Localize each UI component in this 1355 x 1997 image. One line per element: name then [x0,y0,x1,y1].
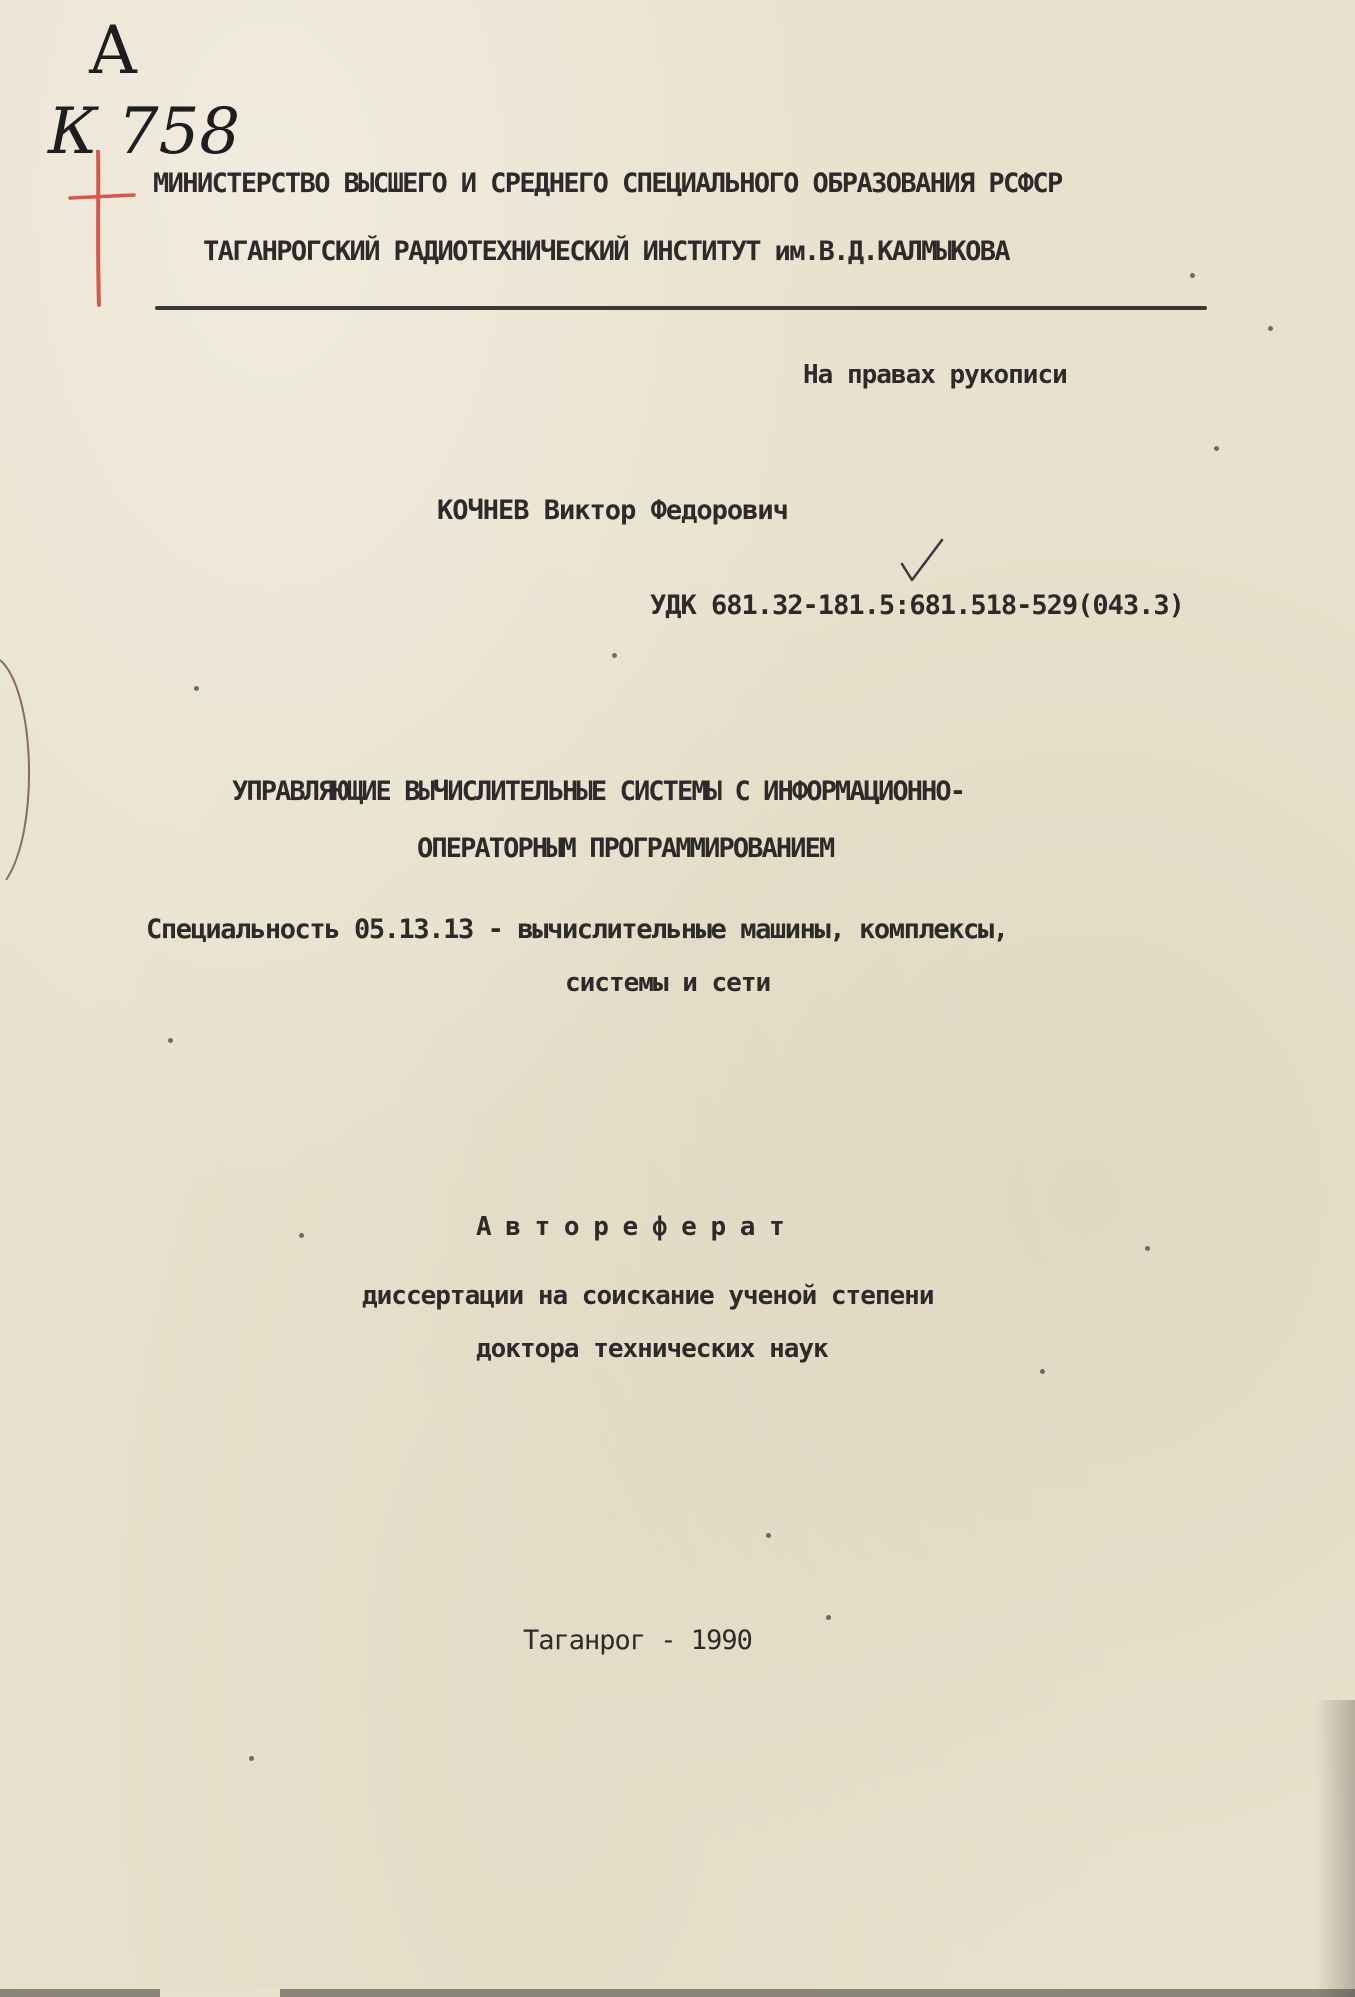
ministry-header: МИНИСТЕРСТВО ВЫСШЕГО И СРЕДНЕГО СПЕЦИАЛЬНОГО ОБРАЗОВАНИЯ РСФСР [153,168,1062,199]
dust-speck [612,653,617,658]
udc-code: УДК 681.32-181.5:681.518-529(043.3) [650,590,1184,621]
dust-speck [1190,273,1195,278]
dust-speck [194,686,199,691]
dust-speck [299,1233,304,1238]
bottom-edge-gap [160,1989,280,1997]
handwritten-shelf-code: К 758 [48,95,241,169]
dust-speck [1214,446,1219,451]
dust-speck [826,1615,831,1620]
dust-speck [168,1038,173,1043]
author-name: КОЧНЕВ Виктор Федорович [437,495,788,526]
title-line-1: УПРАВЛЯЮЩИЕ ВЫЧИСЛИТЕЛЬНЫЕ СИСТЕМЫ С ИНФОРМАЦИОННО- [232,776,965,807]
header-rule [155,306,1207,310]
dust-speck [766,1533,771,1538]
binding-arc [0,650,40,890]
check-mark [898,536,948,586]
manuscript-note: На правах рукописи [803,360,1067,390]
red-cross-mark [68,150,138,310]
handwritten-letter: А [88,12,138,89]
abstract-heading: А в т о р е ф е р а т [476,1212,784,1242]
abstract-line-2: доктора технических наук [476,1334,828,1364]
institute-header: ТАГАНРОГСКИЙ РАДИОТЕХНИЧЕСКИЙ ИНСТИТУТ им.В.Д.КАЛМЫКОВА [203,236,1010,267]
specialty-line-1: Специальность 05.13.13 - вычислительные машины, комплексы, [146,914,1008,945]
dust-speck [249,1756,254,1761]
page-edge-shadow [1315,1700,1355,1997]
dust-speck [1145,1246,1150,1251]
abstract-line-1: диссертации на соискание ученой степени [362,1281,934,1311]
title-line-2: ОПЕРАТОРНЫМ ПРОГРАММИРОВАНИЕМ [417,833,834,864]
dust-speck [1268,326,1273,331]
specialty-line-2: системы и сети [565,968,771,998]
place-year: Таганрог - 1990 [523,1625,752,1656]
dust-speck [1040,1369,1045,1374]
